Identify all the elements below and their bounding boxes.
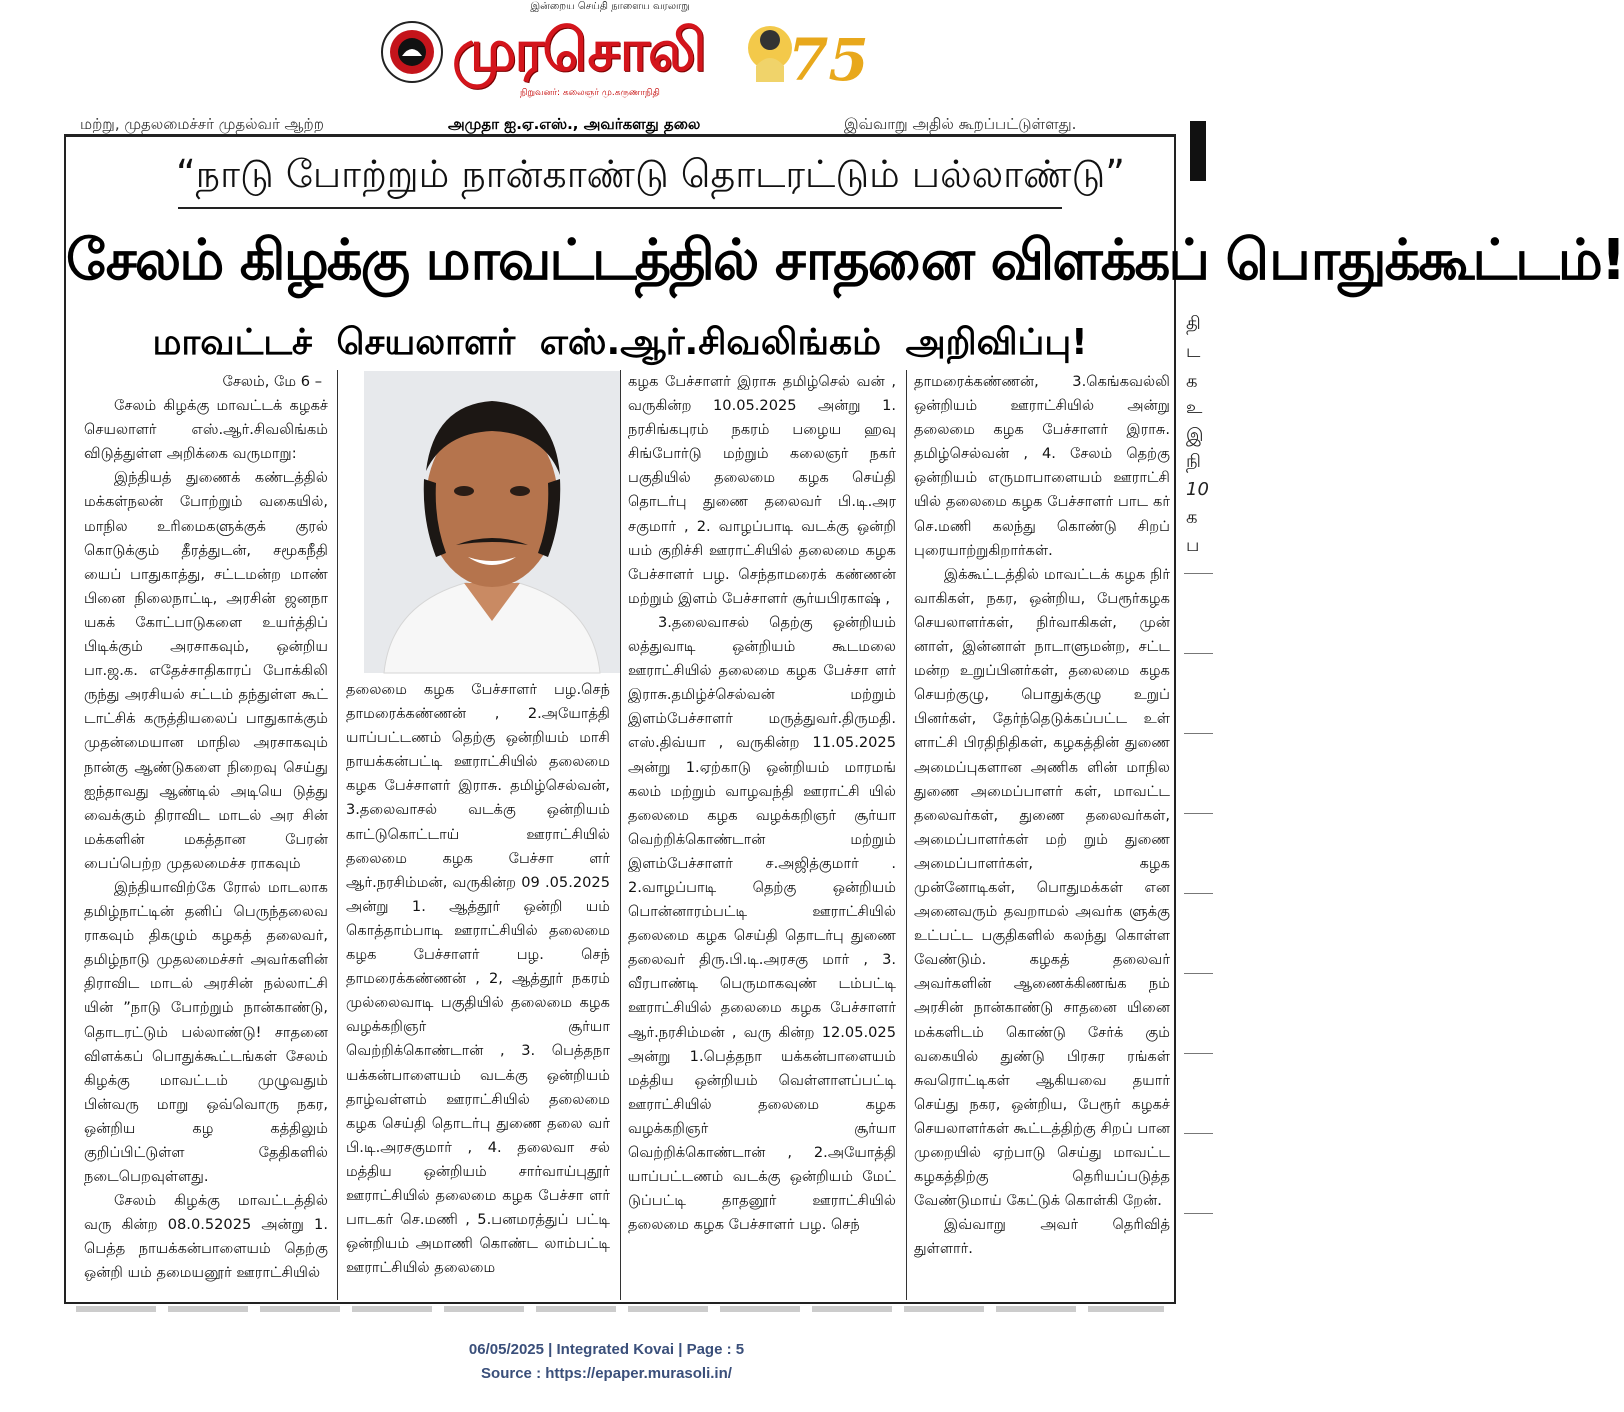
edge-line: நி [1186,451,1201,472]
badge-number: 75 [788,26,869,94]
article-quote-title: “நாடு போற்றும் நான்காண்டு தொடரட்டும் பல்லாண்டு” [176,152,1125,196]
strip-text-middle: அமுதா ஐ.ஏ.எஸ்., அவர்களது தலை [448,115,701,133]
quote-underline [178,207,1062,209]
paragraph: 3.தலைவாசல் தெற்கு ஒன்றியம் லத்துவாடி ஒன்றியம் கூடமலை ஊராட்சியில் தலைமை கழக பேச்சா ளர் இராசு.தமிழ்ச்செல்வன் மற்றும் இளம்பேச்சாளர் மருத்துவர்.திருமதி. எஸ்.திவ்யா , வருகின்ற 11.05.2025 அன்று 1.ஏற்காடு ஒன்றியம் மாரமங் கலம் மற்றும் வாழவந்தி ஊராட்சி யில் தலைமை கழக வழக்கறிஞர் சூர்யா வெற்றிக்கொண்டான் மற்றும் இளம்பேச்சாளர் ச.அஜித்குமார் . 2.வாழப்பாடி தெற்கு ஒன்றியம் பொன்னாரம்பட்டி ஊராட்சியில் தலைமை கழக செய்தி தொடர்பு துணை தலைவர் திரு.பி.டி.அரசகு மார் , 3. வீரபாண்டி பெருமாகவுண் டம்பட்டி ஊராட்சியில் தலைமை கழக பேச்சாளர் ஆர்.நரசிம்மன் , வரு கின்ற 12.05.025 அன்று 1.பெத்தநா யக்கன்பாளையம் மத்திய ஒன்றியம் வெள்ளாளப்பட்டி ஊராட்சியில் தலைமை கழக வழக்கறிஞர் சூர்யா வெற்றிக்கொண்டான் , 2.அயோத்தி யாப்பட்டணம் வடக்கு ஒன்றியம் மேட் டுப்பட்டி தாதனூர் ஊராட்சியில் தலைமை கழக பேச்சாளர் பழ. செந் [628,613,896,1234]
edge-line: தி [1186,313,1201,334]
edge-rule [1184,573,1213,574]
article-column-3 [628,370,896,1237]
edge-line: இ [1186,425,1204,446]
paragraph: சேலம் கிழக்கு மாவட்டத்தில் வரு கின்ற 08.0.52025 அன்று 1. பெத்த நாயக்கன்பாளையம் தெற்கு ஒன்றி யம் தமையனூர் ஊராட்சியில் [84,1192,328,1282]
paragraph: கழக பேச்சாளர் இராசு தமிழ்செல் வன் , வருகின்ற 10.05.2025 அன்று 1. நரசிங்கபுரம் நகரம் பழைய ஹவு சிங்போர்டு மற்றும் கலைஞர் நகர் பகுதியில் தலைமை கழக செய்தி தொடர்பு துணை தலைவர் பி.டி.அர சகுமார் , 2. வாழப்பாடி வடக்கு ஒன்றி யம் குறிச்சி ஊராட்சியில் தலைமை கழக பேச்சாளர் பழ. செந்தாமரைக் கண்ணன் மற்றும் இளம் பேச்சாளர் சூர்யபிரகாஷ் , [628,373,896,607]
edge-rule [1184,733,1213,734]
edge-rule [1184,1133,1213,1134]
party-emblem-icon [380,20,444,84]
footer-edition-line: 06/05/2025 | Integrated Kovai | Page : 5 [468,1341,745,1358]
column-divider [337,370,338,1300]
paragraph: இந்தியத் துணைக் கண்டத்தில் மக்கள்நலன் போற்றும் வகையில், மாநில உரிமைகளுக்குக் குரல் கொடுக்கும் தீரத்துடன், சமூகநீதி யைப் பாதுகாத்து, சட்டமன்ற மாண் பினை நிலைநாட்டி, அரசின் ஜனநா யகக் கோட்பாடுகளை உயர்த்திப் பிடிக்கும் அரசாகவும், ஒன்றிய பா.ஜ.க. எதேச்சாதிகாரப் போக்கிலி ருந்து அரசியல் சட்டம் தந்துள்ள கூட் டாட்சிக் கருத்தியலைப் பாதுகாக்கும் முதன்மையான மாநில அரசாகவும் நான்கு ஆண்டுகளை நிறைவு செய்து ஐந்தாவது ஆண்டில் அடியெ டுத்து வைக்கும் திராவிட மாடல் அர சின் மக்களின் மகத்தான பேரன் பைப்பெற்ற முதலமைச்ச ராகவும் [84,469,328,872]
masthead [380,0,869,112]
strip-text-left: மற்று, முதலமைச்சர் முதல்வர் ஆற்ற [80,115,324,133]
anniversary-75-badge-icon [740,2,869,102]
portrait-image [364,371,620,673]
paragraph: சேலம் கிழக்கு மாவட்டக் கழகச் செயலாளர் எஸ்.ஆர்.சிவலிங்கம் விடுத்துள்ள அறிக்கை வருமாறு: [84,397,328,463]
edge-rule [1184,1213,1213,1214]
paragraph: இக்கூட்டத்தில் மாவட்டக் கழக நிர் வாகிகள், நகர, ஒன்றிய, பேரூர்கழக செயலாளர்கள், நிர்வாகிகள், முன் னாள், இன்னாள் நாடாளுமன்ற, சட்ட மன்ற உறுப்பினர்கள், தலைமை கழக செயற்குழு, பொதுக்குழு உறுப் பினர்கள், தேர்ந்தெடுக்கப்பட்ட உள் ளாட்சி பிரதிநிதிகள், கழகத்தின் துணை அமைப்புகளான அணிக ளின் மாநில துணை அமைப்பாளர் கள், மாவட்ட தலைவர்கள், துணை தலைவர்கள், அமைப்பாளர்கள் மற் றும் துணை அமைப்பாளர்கள், கழக முன்னோடிகள், பொதுமக்கள் என அனைவரும் தவறாமல் அவர்க ளுக்கு உட்பட்ட பகுதிகளில் கலந்து கொள்ள வேண்டும். கழகத் தலைவர் அவர்களின் ஆணைக்கிணங்க நம் அரசின் நான்காண்டு சாதனை யினை மக்களிடம் கொண்டு சேர்க் கும் வகையில் துண்டு பிரசுர ரங்கள் சுவரொட்டிகள் ஆகியவை தயார் செய்து நகர, ஒன்றிய, பேரூர் கழகச் செயலாளர்கள் கூட்டத்திற்கு சிறப் பான முறையில் ஏற்பாடு செய்து மாவட்ட கழகத்திற்கு தெரியப்படுத்த வேண்டுமாய் கேட்டுக் கொள்கி றேன். [914,565,1170,1210]
edge-rule [1184,1053,1213,1054]
article-subhead: மாவட்டச் செயலாளர் எஸ்.ஆர்.சிவலிங்கம் அறிவிப்பு! [152,322,1088,363]
edge-rule [1184,653,1213,654]
portrait-photo [364,371,620,673]
article-frame-bottom [64,1302,1176,1314]
edge-line: ப [1186,535,1200,556]
paragraph: தாமரைக்கண்ணன், 3.கெங்கவல்லி ஒன்றியம் ஊராட்சியில் அன்று தலைமை கழக பேச்சாளர் இராசு. தமிழ்செல்வன் , 4. சேலம் தெற்கு ஒன்றியம் எருமாபாளையம் ஊராட்சி யில் தலைமை கழக பேச்சாளர் பாட கர் செ.மணி கலந்து கொண்டு சிறப் புரையாற்றுகிறார்கள். [914,373,1170,559]
masthead-tagline: இன்றைய செய்தி நாளைய வரலாறு [530,1,690,12]
article-column-4 [914,370,1170,1261]
article-column-1 [84,370,328,1286]
masthead-founder-line: நிறுவனர்: கலைஞர் மு.கருணாநிதி [520,88,660,98]
edge-line: ட [1186,341,1201,362]
edge-line: க [1186,507,1198,528]
footer-source-link[interactable]: Source : https://epaper.murasoli.in/ [481,1365,732,1382]
dateline: சேலம், மே 6 – [222,373,322,390]
previous-article-strip [64,113,1176,135]
edge-rule [1184,973,1213,974]
paragraph: இவ்வாறு அவர் தெரிவித் துள்ளார். [914,1216,1170,1258]
edge-rule [1184,813,1213,814]
article-column-2 [346,678,610,1280]
edge-line: உ [1186,397,1203,418]
article-headline: சேலம் கிழக்கு மாவட்டத்தில் சாதனை விளக்கப் பொதுக்கூட்டம்! [66,228,1624,293]
edge-line: க [1186,371,1198,392]
strip-text-right: இவ்வாறு அதில் கூறப்பட்டுள்ளது. [844,115,1077,133]
edge-line: 10 [1186,479,1209,500]
newspaper-logo: முரசொலி [452,16,705,84]
adjacent-headline-fragment [1190,121,1206,181]
paragraph: தலைமை கழக பேச்சாளர் பழ.செந் தாமரைக்கண்ணன் , 2.அயோத்தி யாப்பட்டணம் தெற்கு ஒன்றியம் மாசி நாயக்கன்பட்டி ஊராட்சியில் தலைமை கழக பேச்சாளர் இராசு. தமிழ்செல்வன், 3.தலைவாசல் வடக்கு ஒன்றியம் காட்டுகொட்டாய் ஊராட்சியில் தலைமை கழக பேச்சா ளர் ஆர்.நரசிம்மன், வருகின்ற 09 .05.2025 அன்று 1. ஆத்தூர் ஒன்றி யம் கொத்தாம்பாடி ஊராட்சியில் தலைமை கழக பேச்சாளர் பழ. செந் தாமரைக்கண்ணன் , 2, ஆத்தூர் நகரம் முல்லைவாடி பகுதியில் தலைமை கழக வழக்கறிஞர் சூர்யா வெற்றிக்கொண்டான் , 3. பெத்தநா யக்கன்பாளையம் வடக்கு ஒன்றியம் தாழ்வள்ளம் ஊராட்சியில் தலைமை கழக செய்தி தொடர்பு துணை தலை வர் பி.டி.அரசகுமார் , 4. தலைவா சல் மத்திய ஒன்றியம் சார்வாய்புதூர் ஊராட்சியில் தலைமை கழக பேச்சா ளர் பாடகர் செ.மணி , 5.பனமரத்துப் பட்டி ஒன்றியம் அமாணி கொண்ட லாம்பட்டி ஊராட்சியில் தலைமை [346,681,610,1277]
edge-rule [1184,893,1213,894]
paragraph: இந்தியாவிற்கே ரோல் மாடலாக தமிழ்நாட்டின் தனிப் பெருந்தலைவ ராகவும் திகழும் கழகத் தலைவர், தமிழ்நாடு முதலமைச்சர் அவர்களின் திராவிட மாடல் அரசின் நல்லாட்சி யின் ”நாடு போற்றும் நான்காண்டு, தொடரட்டும் பல்லாண்டு! சாதனை விளக்கப் பொதுக்கூட்டங்கள் சேலம் கிழக்கு மாவட்டம் முழுவதும் பின்வரு மாறு ஒவ்வொரு நகர, ஒன்றிய கழ கத்திலும் குறிப்பிட்டுள்ள தேதிகளில் நடைபெறவுள்ளது. [84,878,328,1186]
adjacent-article-edge [1184,113,1213,1313]
column-divider [620,370,621,1300]
column-divider [906,370,907,1300]
